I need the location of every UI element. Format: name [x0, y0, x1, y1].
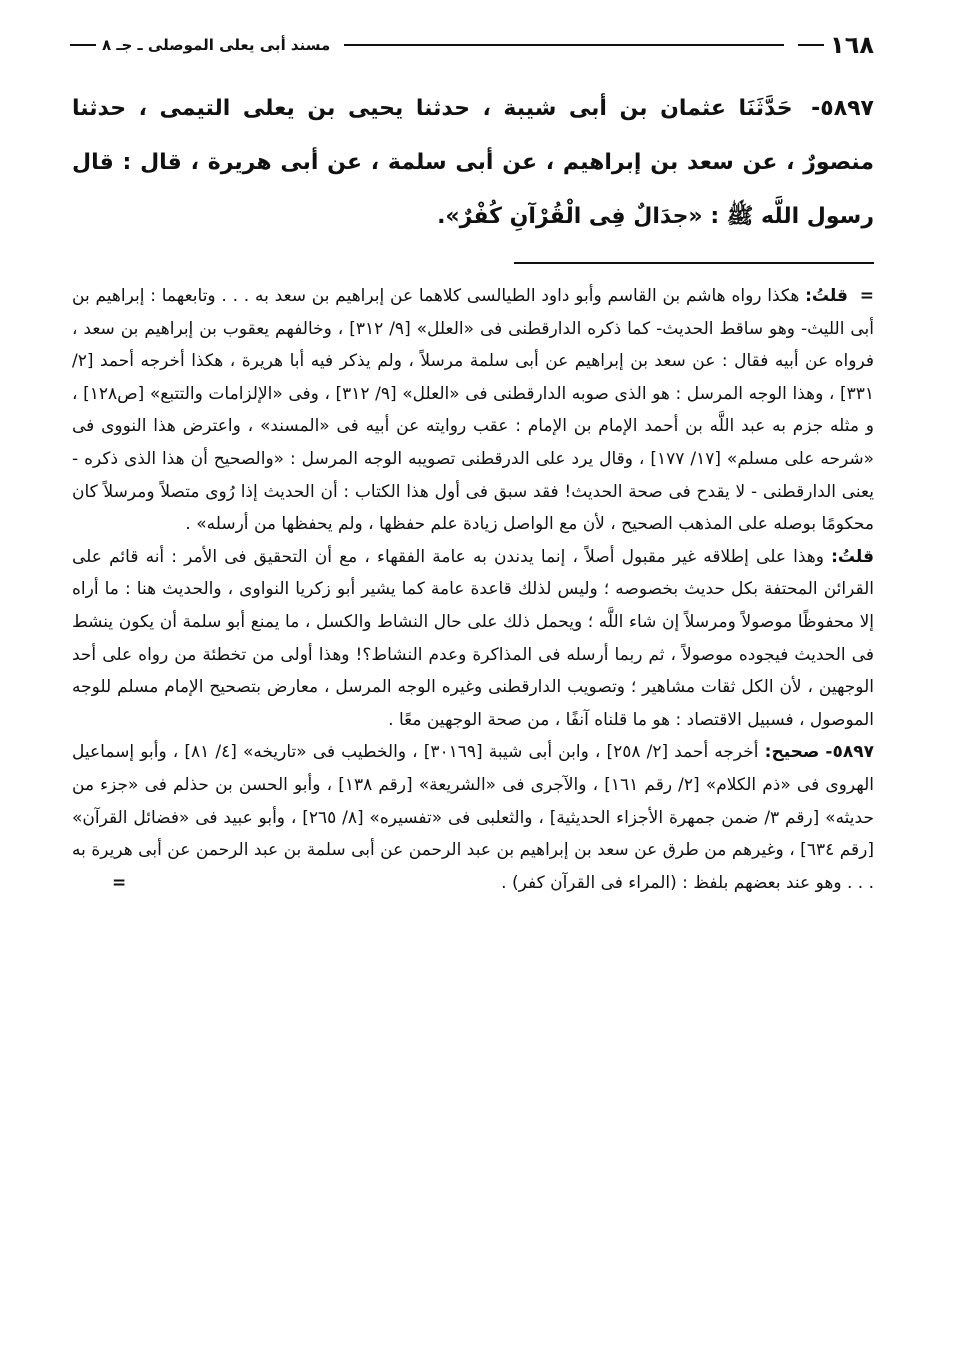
footnote-separator: [514, 262, 874, 264]
note-paragraph-2: [72, 541, 874, 737]
hadith-matn: «جدَالٌ فِى الْقُرْآنِ كُفْرٌ».: [437, 204, 703, 229]
page-number: ١٦٨: [830, 31, 874, 59]
note-paragraph-1: [72, 280, 874, 541]
note-lead: قلتُ:: [805, 286, 848, 306]
header-rule: [344, 44, 784, 46]
continuation-marker-end: =: [112, 872, 127, 893]
book-title: مسند أبى يعلى الموصلى ـ جـ ٨: [102, 36, 331, 54]
continuation-marker: =: [859, 286, 874, 306]
hadith-opening: حَدَّثَنَا: [738, 96, 793, 121]
note-text: هكذا رواه هاشم بن القاسم وأبو داود الطيالسى كلاهما عن إبراهيم بن سعد به . . . وتابعهما : إبراهيم بن أبى الليث- وهو ساقط الحديث- كما ذكره الدارقطنى فى «العلل» [٩/ ٣١٢] ، وخالفهم يعقوب بن إبراهيم بن سعد ، فرواه عن أبيه فقال : عن سعد بن إبراهيم عن أبى سلمة مرسلاً ، ولم يذكر فيه أبا هريرة ، هكذا أخرجه أحمد [٢/ ٣٣١] ، وهذا الوجه المرسل : هو الذى صوبه الدارقطنى فى «العلل» [٩/ ٣١٢] ، وفى «الإلزامات والتتبع» [ص١٢٨] ، و مثله جزم به عبد اللَّه بن أحمد الإمام بن الإمام : عقب روايته عن أبيه فى «المسند» ، واعترض هذا النووى فى «شرحه على مسلم» [١٧/ ١٧٧] ، وقال يرد على الدرقطنى تصويبه الوجه المرسل : «والصحيح أن هذا الذى ذكره - يعنى الدارقطنى - لا يقدح فى صحة الحديث! فقد سبق فى أول هذا الكتاب : أن الحديث إذا رُوى متصلاً ومرسلاً كان محكومًا بوصله على المذهب الصحيح ، لأن مع الواصل زيادة علم حفظها ، ولم يحفظها من أرسله» .: [72, 286, 875, 535]
header-dash: [798, 44, 824, 46]
takhrij-lead: صحيح:: [764, 742, 820, 763]
hadith-isnad: عثمان بن أبى شيبة ، حدثنا يحيى بن يعلى التيمى ، حدثنا منصورٌ ، عن سعد بن إبراهيم ، عن أبى سلمة ، عن أبى هريرة ، قال : قال رسول اللَّه ﷺ :: [72, 96, 874, 229]
running-header: [70, 28, 874, 62]
hadith-number: ٥٨٩٧-: [811, 96, 874, 121]
takhrij-paragraph: [72, 736, 874, 899]
header-dash-end: [70, 44, 96, 46]
takhrij-text: أخرجه أحمد [٢/ ٢٥٨] ، وابن أبى شيبة [٣٠١٦٩] ، والخطيب فى «تاريخه» [٤/ ٨١] ، وأبو إسماعيل الهروى فى «ذم الكلام» [٢/ رقم ١٦١] ، والآجرى فى «الشريعة» [رقم ١٣٨] ، وأبو الحسن بن حذلم فى «جزء من حديثه» [رقم ٣/ ضمن جمهرة الأجزاء الحديثية] ، والثعلبى فى «تفسيره» [٨/ ٢٦٥] ، وأبو عبيد فى «فضائل القرآن» [رقم ٦٣٤] ، وغيرهم من طرق عن سعد بن إبراهيم بن عبد الرحمن عن أبى سلمة بن عبد الرحمن عن أبى هريرة به . . . وهو عند بعضهم بلفظ : (المراء فى القرآن كفر) .: [72, 742, 875, 893]
note-lead: قلتُ:: [831, 546, 874, 567]
hadith-text: [72, 82, 874, 244]
takhrij-number: ٥٨٩٧-: [825, 742, 874, 763]
note-text: وهذا على إطلاقه غير مقبول أصلاً ، إنما يدندن به عامة الفقهاء ، مع أن التحقيق فى الأمر : أنه قائم على القرائن المحتفة بكل حديث بخصوصه ؛ وليس لذلك قاعدة عامة كما يشير أبو زكريا النواوى ، والحديث هنا : ما أراه إلا محفوظًا موصولاً ومرسلاً إن شاء اللَّه ؛ ويحمل ذلك على حال النشاط والكسل ، ما يمنع أبو سلمة أن يكون ينشط فى الحديث فيجوده موصولاً ، ثم ربما أرسله فى المذاكرة وعدم النشاط؟! وهذا أولى من تخطئة من رواه على أحد الوجهين ، لأن الكل ثقات مشاهير ؛ وتصويب الدارقطنى وغيره الوجه المرسل ، معارض بتصحيح الإمام مسلم للوجه الموصول ، فسبيل الاقتصاد : هو ما قلناه آنفًا ، من صحة الوجهين معًا .: [72, 546, 874, 730]
footnotes: [72, 280, 874, 899]
